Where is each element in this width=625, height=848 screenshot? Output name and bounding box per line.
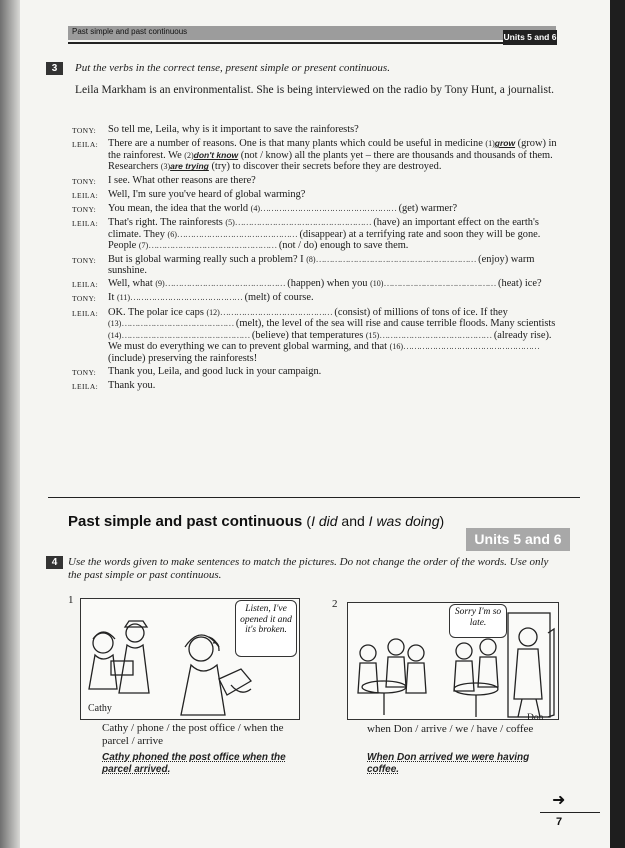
picture-1-character-label: Cathy [88, 703, 112, 714]
speaker-label: LEILA: [72, 280, 99, 290]
picture-2-number: 2 [332, 598, 338, 610]
filled-answer: are trying [170, 161, 209, 172]
blank-gap[interactable]: …………………………………………… [402, 341, 539, 352]
section-divider [48, 497, 580, 498]
picture-2-answer: When Don arrived we were having coffee. [367, 752, 530, 775]
speaker-label: TONY: [72, 176, 97, 186]
dialogue-text [108, 254, 562, 277]
speaker-label: TONY: [72, 368, 97, 378]
text-run: (have) an important effect on the earth's climate. They [108, 217, 539, 240]
page-number: 7 [556, 816, 563, 828]
gap-number: (13) [108, 319, 122, 329]
dialogue-text [108, 307, 562, 365]
text-run: There are a number of reasons. One is that many plants which could be useful in medicine [108, 138, 486, 150]
picture-2-speech-bubble: Sorry I'm so late. [449, 604, 507, 638]
picture-1-answer: Cathy phoned the post office when the parcel arrived. [102, 752, 286, 775]
exercise-3-instruction: Put the verbs in the correct tense, present simple or present continuous. [75, 62, 390, 74]
dialogue-text [108, 175, 562, 188]
blank-gap[interactable]: ……………………………………… [176, 228, 297, 239]
gap-number: (10) [370, 279, 384, 289]
dialogue-turn [72, 175, 562, 188]
speaker-label: LEILA: [72, 219, 99, 229]
header-rule [68, 42, 556, 44]
text-run: (enjoy) warm sunshine. [108, 253, 535, 277]
gap-number: (7) [138, 241, 149, 251]
interview-dialogue [72, 124, 562, 395]
gap-number: (14) [108, 330, 122, 340]
exercise-4-instruction: Use the words given to make sentences to match the pictures. Do not change the order of the words. Use only the past simple or past continuous. [68, 556, 549, 581]
blank-gap[interactable]: ………………………………………… [148, 240, 277, 251]
text-run: (grow) in the rainforest. We [108, 138, 557, 161]
units-badge-section: Units 5 and 6 [466, 528, 570, 551]
gap-number: (12) [206, 307, 220, 317]
blank-gap[interactable]: …………………………………… [219, 306, 332, 317]
speaker-label: TONY: [72, 255, 97, 265]
speaker-label: LEILA: [72, 382, 99, 392]
dialogue-text [108, 292, 562, 305]
gap-number: (11) [116, 293, 130, 303]
speaker-label: LEILA: [72, 190, 99, 200]
text-run: Well, I'm sure you've heard of global warming? [108, 188, 306, 200]
dialogue-text [108, 203, 562, 216]
text-run: (melt) of course. [241, 292, 314, 304]
dialogue-turn [72, 307, 562, 365]
dialogue-turn [72, 138, 562, 173]
text-run: (heat) ice? [495, 278, 542, 290]
text-run: (not / do) enough to save them. [276, 240, 409, 252]
exercise-3-intro: Leila Markham is an environmentalist. She is being interviewed on the radio by Tony Hunt, a journalist. [75, 84, 555, 96]
section-title [68, 513, 444, 530]
gap-number: (4) [250, 203, 260, 213]
text-run: (already rise). We must do everything we can to prevent global warming, and that [108, 329, 552, 353]
text-run: (melt), the level of the sea will rise and cause terrible floods. Many scientists [233, 318, 556, 330]
units-badge-top: Units 5 and 6 [503, 30, 557, 45]
dialogue-turn [72, 292, 562, 305]
section-subtitle [306, 513, 444, 529]
text-run: I see. What other reasons are there? [108, 174, 256, 186]
text-run: So tell me, Leila, why is it important to save the rainforests? [108, 124, 359, 135]
picture-1-number: 1 [68, 594, 74, 606]
text-run: (consist) of millions of tons of ice. If they [331, 306, 508, 318]
blank-gap[interactable]: …………………………………………… [234, 217, 371, 228]
dialogue-turn [72, 380, 562, 393]
speaker-label: TONY: [72, 204, 97, 214]
dialogue-turn [72, 189, 562, 202]
blank-gap[interactable]: …………………………………… [379, 329, 492, 340]
page-number-rule [540, 812, 600, 813]
blank-gap[interactable]: …………………………………………… [259, 202, 396, 213]
dialogue-text [108, 366, 562, 379]
dialogue-turn [72, 203, 562, 216]
blank-gap[interactable]: …………………………………………………… [315, 253, 476, 264]
gap-number: (2) [184, 150, 194, 160]
dialogue-text [108, 138, 562, 173]
speaker-label: LEILA: [72, 140, 99, 150]
text-run: Well, what [108, 278, 156, 290]
dialogue-text [108, 124, 562, 137]
blank-gap[interactable]: …………………………………… [129, 292, 242, 303]
gap-number: (3) [160, 162, 171, 172]
subtitle-open: ( [306, 513, 312, 529]
speaker-label: LEILA: [72, 308, 99, 318]
text-run: (try) to discover their secrets before they are destroyed. [208, 161, 442, 173]
text-run: It [108, 292, 117, 304]
page-spine-shadow [0, 0, 20, 848]
blank-gap[interactable]: …………………………………… [121, 318, 234, 329]
subtitle-i-was-doing: I was doing [368, 513, 440, 529]
gap-number: (1) [485, 139, 495, 149]
exercise-3-number: 3 [46, 62, 63, 75]
text-run: Thank you. [108, 380, 156, 392]
gap-number: (15) [365, 330, 380, 340]
picture-1-speech-bubble: Listen, I've opened it and it's broken. [235, 600, 297, 657]
dialogue-text [108, 217, 562, 252]
gap-number: (6) [167, 229, 177, 239]
picture-2-prompt: when Don / arrive / we / have / coffee [367, 723, 534, 735]
blank-gap[interactable]: ………………………………………… [121, 329, 250, 340]
subtitle-close: ) [439, 513, 445, 529]
text-run: OK. The polar ice caps [108, 306, 207, 318]
picture-1-prompt: Cathy / phone / the post office / when the parcel / arrive [102, 722, 284, 747]
text-run: (happen) when you [284, 278, 371, 290]
section-title-main: Past simple and past continuous [68, 513, 303, 530]
text-run: (believe) that temperatures [249, 329, 366, 341]
blank-gap[interactable]: ……………………………………… [164, 278, 285, 289]
text-run: That's right. The rainforests [108, 217, 226, 229]
dialogue-turn [72, 254, 562, 277]
picture-2-character-label: Don [527, 713, 544, 723]
dialogue-text [108, 189, 562, 202]
dialogue-text [108, 380, 562, 393]
dialogue-turn [72, 278, 562, 291]
dialogue-turn [72, 124, 562, 137]
exercise-4-number: 4 [46, 556, 63, 569]
dialogue-turn [72, 366, 562, 379]
text-run: But is global warming really such a problem? I [108, 253, 307, 265]
speaker-label: TONY: [72, 126, 97, 135]
running-title: Past simple and past continuous [72, 27, 188, 36]
gap-number: (5) [225, 218, 235, 228]
text-run: (get) warmer? [395, 202, 458, 214]
subtitle-i-did: I did [311, 513, 338, 529]
subtitle-and: and [337, 513, 369, 529]
text-run: (not / know) all the plants yet – there are thousands and thousands of them. Researchers [108, 149, 553, 173]
gap-number: (8) [306, 254, 316, 264]
filled-answer: don't know [193, 149, 239, 160]
dialogue-text [108, 278, 562, 291]
text-run: (include) preserving the rainforests! [108, 353, 258, 365]
speaker-label: TONY: [72, 294, 97, 304]
filled-answer: grow [494, 138, 516, 149]
text-run: Thank you, Leila, and good luck in your campaign. [108, 366, 322, 378]
continue-arrow-icon: ➜ [552, 790, 566, 809]
gap-number: (9) [155, 279, 165, 289]
text-run: (disappear) at a terrifying rate and soon they will be gone. People [108, 228, 541, 252]
dialogue-turn [72, 217, 562, 252]
blank-gap[interactable]: …………………………………… [383, 278, 496, 289]
text-run: You mean, the idea that the world [108, 202, 251, 214]
gap-number: (16) [389, 342, 403, 352]
